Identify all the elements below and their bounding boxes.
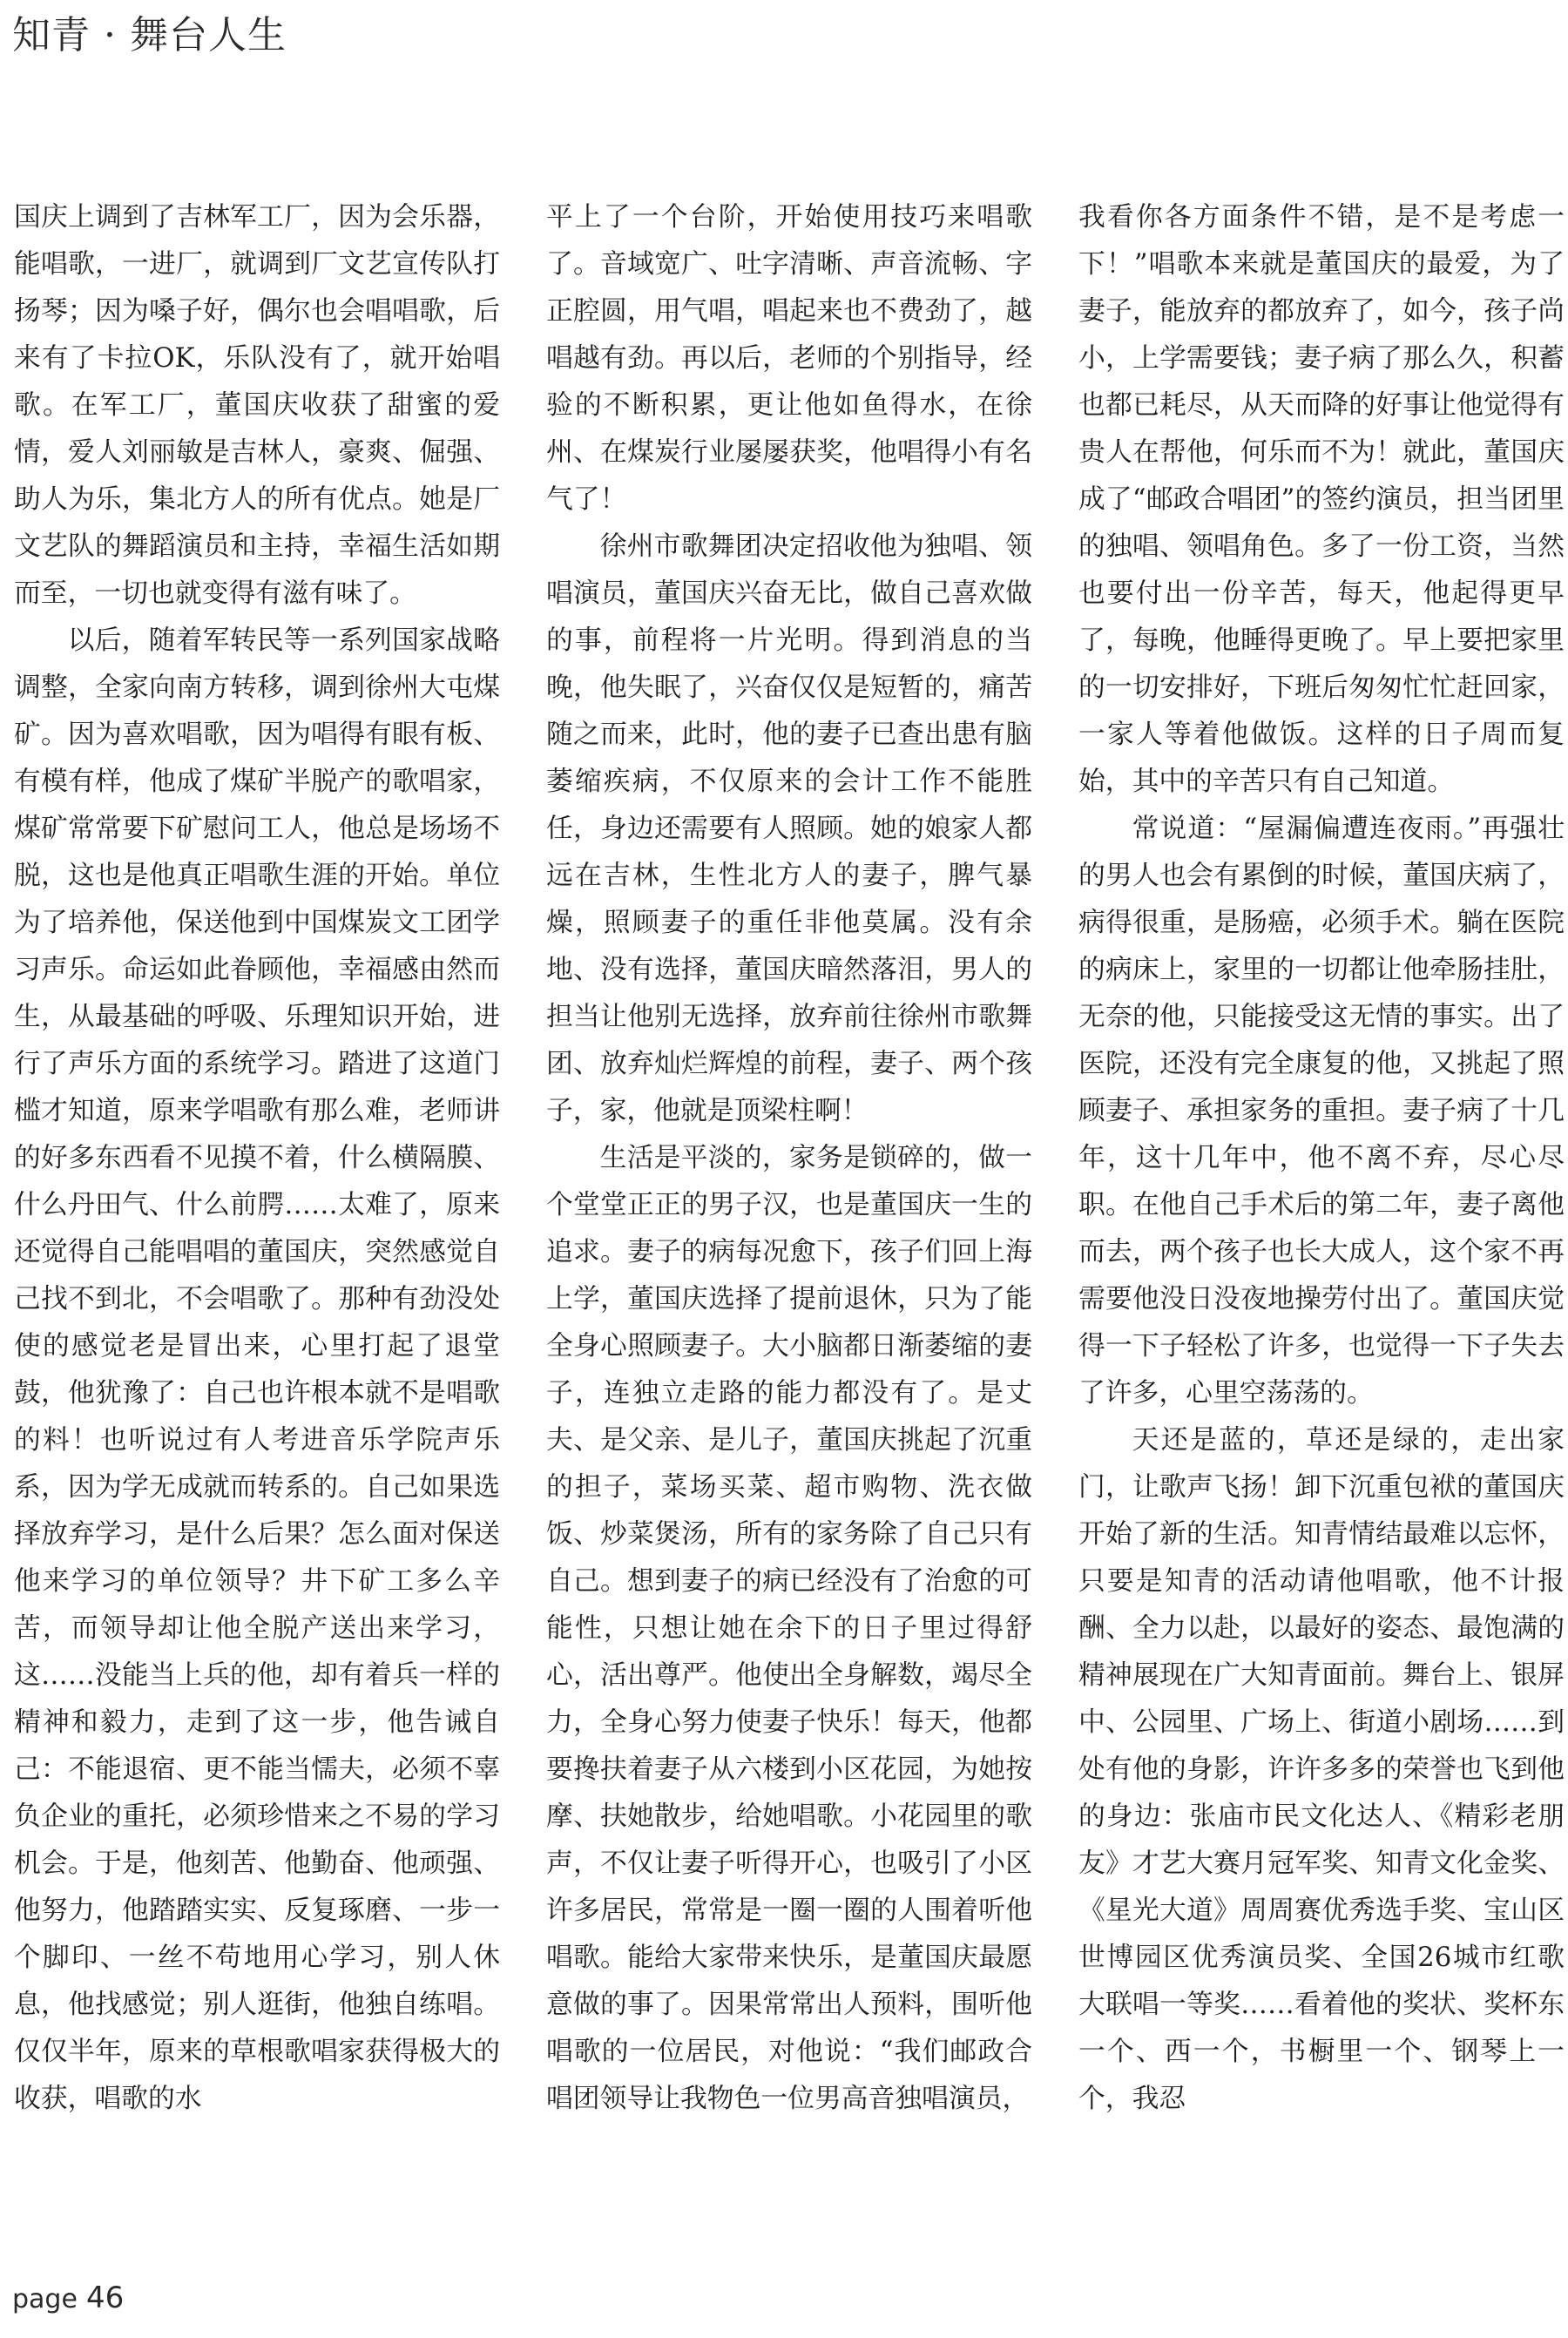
paragraph: 我看你各方面条件不错，是不是考虑一下！”唱歌本来就是董国庆的最爱，为了妻子，能放弃的都放弃了，如今，孩子尚小，上学需要钱；妻子病了那么久，积蓄也都已耗尽，从天而降的好事让他觉得有贵人在帮他，何乐而不为！就此，董国庆成了“邮政合唱团”的签约演员，担当团里的独唱、领唱角色。多了一份工资，当然也要付出一份辛苦，每天，他起得更早了，每晚，他睡得更晚了。早上要把家里的一切安排好，下班后匆匆忙忙赶回家，一家人等着他做饭。这样的日子周而复始，其中的辛苦只有自己知道。	[1078, 201, 1565, 797]
paragraph: 天还是蓝的，草还是绿的，走出家门，让歌声飞扬！卸下沉重包袱的董国庆开始了新的生活。知青情结最难以忘怀，只要是知青的活动请他唱歌，他不计报酬、全力以赴，以最好的姿态、最饱满的精神展现在广大知青面前。舞台上、银屏中、公园里、广场上、街道小剧场……到处有他的身影，许许多多的荣誉也飞到他的身边：张庙市民文化达人、《精彩老朋友》才艺大赛月冠军奖、知青文化金奖、《星光大道》周周赛优秀选手奖、宝山区世博园区优秀演员奖、全国26城市红歌大联唱一等奖……看着他的奖状、奖杯东一个、西一个，书橱里一个、钢琴上一个，我忍	[1078, 1424, 1565, 2114]
paragraph: 生活是平淡的，家务是锁碎的，做一个堂堂正正的男子汉，也是董国庆一生的追求。妻子的病每况愈下，孩子们回上海上学，董国庆选择了提前退休，只为了能全身心照顾妻子。大小脑都日渐萎缩的妻子，连独立走路的能力都没有了。是丈夫、是父亲、是儿子，董国庆挑起了沉重的担子，菜场买菜、超市购物、洗衣做饭、炒菜煲汤，所有的家务除了自己只有自己。想到妻子的病已经没有了治愈的可能性，只想让她在余下的日子里过得舒心，活出尊严。他使出全身解数，竭尽全力，全身心努力使妻子快乐！每天，他都要搀扶着妻子从六楼到小区花园，为她按摩、扶她散步，给她唱歌。小花园里的歌声，不仅让妻子听得开心，也吸引了小区许多居民，常常是一圈一圈的人围着听他唱歌。能给大家带来快乐，是董国庆最愿意做的事了。因果常常出人预料，围听他唱歌的一位居民，对他说：“我们邮政合唱团领导让我物色一位男高音独唱演员，	[546, 1142, 1032, 2114]
paragraph: 以后，随着军转民等一系列国家战略调整，全家向南方转移，调到徐州大屯煤矿。因为喜欢唱歌，因为唱得有眼有板、有模有样，他成了煤矿半脱产的歌唱家，煤矿常常要下矿慰问工人，他总是场场不脱，这也是他真正唱歌生涯的开始。单位为了培养他，保送他到中国煤炭文工团学习声乐。命运如此眷顾他，幸福感由然而生，从最基础的呼吸、乐理知识开始，进行了声乐方面的系统学习。踏进了这道门槛才知道，原来学唱歌有那么难，老师讲的好多东西看不见摸不着，什么横隔膜、什么丹田气、什么前腭……太难了，原来还觉得自己能唱唱的董国庆，突然感觉自己找不到北，不会唱歌了。那种有劲没处使的感觉老是冒出来，心里打起了退堂鼓，他犹豫了：自己也许根本就不是唱歌的料！也听说过有人考进音乐学院声乐系，因为学无成就而转系的。自己如果选择放弃学习，是什么后果？怎么面对保送他来学习的单位领导？井下矿工多么辛苦，而领导却让他全脱产送出来学习，这……没能当上兵的他，却有着兵一样的精神和毅力，走到了这一步，他告诫自己：不能退宿、更不能当懦夫，必须不辜负企业的重托，必须珍惜来之不易的学习机会。于是，他刻苦、他勤奋、他顽强、他努力，他踏踏实实、反复琢磨、一步一个脚印、一丝不苟地用心学习，别人休息，他找感觉；别人逛街，他独自练唱。仅仅半年，原来的草根歌唱家获得极大的收获，唱歌的水	[14, 625, 500, 2114]
article-column-3	[1078, 193, 1565, 2122]
article-column-2	[546, 193, 1032, 2122]
section-title: 知青 · 舞台人生	[12, 13, 287, 57]
paragraph: 常说道：“屋漏偏遭连夜雨。”再强壮的男人也会有累倒的时候，董国庆病了，病得很重，是肠癌，必须手术。躺在医院的病床上，家里的一切都让他牵肠挂肚，无奈的他，只能接受这无情的事实。出了医院，还没有完全康复的他，又挑起了照顾妻子、承担家务的重担。妻子病了十几年，这十几年中，他不离不弃，尽心尽职。在他自己手术后的第二年，妻子离他而去，两个孩子也长大成人，这个家不再需要他没日没夜地操劳付出了。董国庆觉得一下子轻松了许多，也觉得一下子失去了许多，心里空荡荡的。	[1078, 813, 1565, 1409]
page-footer	[12, 2281, 124, 2315]
article-column-1	[14, 193, 500, 2122]
paragraph: 国庆上调到了吉林军工厂，因为会乐器，能唱歌，一进厂，就调到厂文艺宣传队打扬琴；因为嗓子好，偶尔也会唱唱歌，后来有了卡拉OK，乐队没有了，就开始唱歌。在军工厂，董国庆收获了甜蜜的爱情，爱人刘丽敏是吉林人，豪爽、倔强、助人为乐，集北方人的所有优点。她是厂文艺队的舞蹈演员和主持，幸福生活如期而至，一切也就变得有滋有味了。	[14, 201, 500, 609]
page-label: page	[12, 2284, 78, 2314]
page-number: 46	[85, 2281, 125, 2315]
paragraph: 徐州市歌舞团决定招收他为独唱、领唱演员，董国庆兴奋无比，做自己喜欢做的事，前程将一片光明。得到消息的当晚，他失眠了，兴奋仅仅是短暂的，痛苦随之而来，此时，他的妻子已查出患有脑萎缩疾病，不仅原来的会计工作不能胜任，身边还需要有人照顾。她的娘家人都远在吉林，生性北方人的妻子，脾气暴燥，照顾妻子的重任非他莫属。没有余地、没有选择，董国庆暗然落泪，男人的担当让他别无选择，放弃前往徐州市歌舞团、放弃灿烂辉煌的前程，妻子、两个孩子，家，他就是顶梁柱啊！	[546, 530, 1032, 1126]
paragraph: 平上了一个台阶，开始使用技巧来唱歌了。音域宽广、吐字清晰、声音流畅、字正腔圆，用气唱，唱起来也不费劲了，越唱越有劲。再以后，老师的个别指导，经验的不断积累，更让他如鱼得水，在徐州、在煤炭行业屡屡获奖，他唱得小有名气了！	[546, 201, 1032, 515]
